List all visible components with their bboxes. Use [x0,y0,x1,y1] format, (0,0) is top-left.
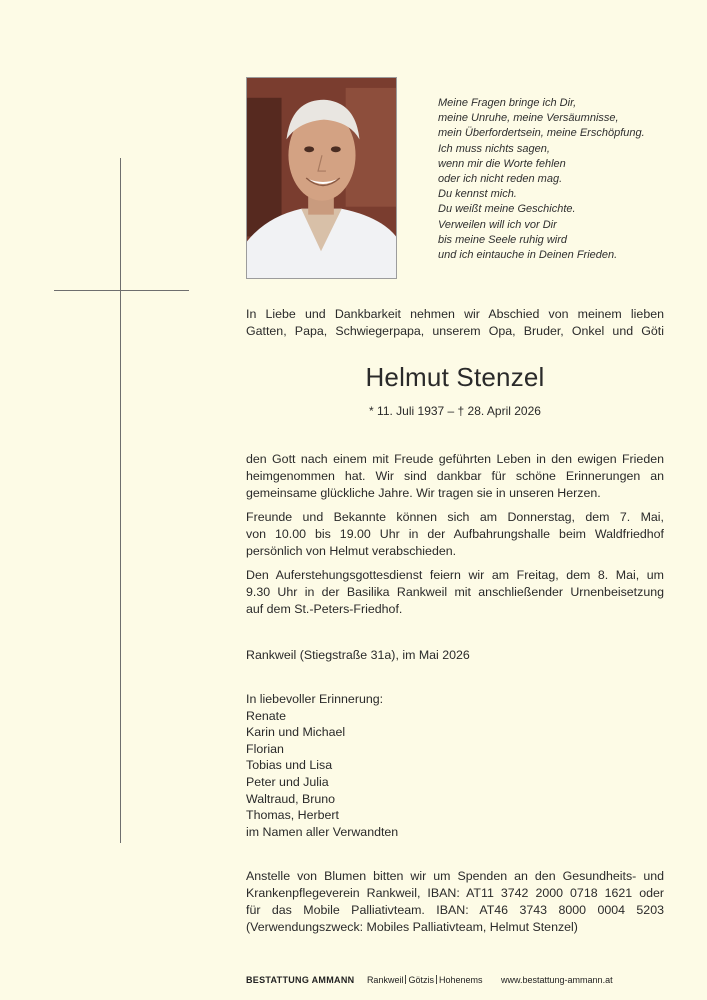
paragraph-line: Freunde und Bekannte können sich am Donnerstag, dem 7. Mai, [246,510,664,524]
paragraph-line: heimgenommen hat. Wir sind dankbar für schöne Erinnerungen an [246,469,664,483]
portrait-photo [246,77,397,279]
mourner-name: Karin und Michael [246,725,346,740]
paragraph-viewing [246,509,664,560]
poem-line: wenn mir die Worte fehlen [438,157,566,170]
place-and-date: Rankweil (Stiegstraße 31a), im Mai 2026 [246,648,470,662]
poem-line: und ich eintauche in Deinen Frieden. [438,249,618,262]
location: Hohenems [438,975,483,985]
poem-line: bis meine Seele ruhig wird [438,233,568,246]
donation-line: (Verwendungszweck: Mobiles Palliativteam, Helmut Stenzel) [246,920,578,934]
paragraph-line: gemeinsame glückliche Jahre. Wir tragen sie in unseren Herzen. [246,486,601,500]
mourner-name: Peter und Julia [246,774,329,789]
paragraph-line: von 10.00 bis 19.00 Uhr in der Aufbahrungshalle beim Waldfriedhof [246,527,664,541]
poem-line: Du kennst mich. [438,188,517,201]
funeral-home-name: BESTATTUNG AMMANN [246,975,355,985]
donation-line: für das Mobile Palliativteam. IBAN: AT46 3743 8000 0004 5203 [246,903,664,917]
donation-line: Anstelle von Blumen bitten wir um Spenden an den Gesundheits- und [246,869,664,883]
paragraph-farewell [246,451,664,502]
intro-line: Gatten, Papa, Schwiegerpapa, unserem Opa, Bruder, Onkel und Göti [246,324,664,338]
paragraph-line: den Gott nach einem mit Freude geführten Leben in den ewigen Frieden [246,452,664,466]
location: Götzis [408,975,434,985]
mourners-heading: In liebevoller Erinnerung: [246,692,384,706]
poem-line: oder ich nicht reden mag. [438,173,563,186]
cross-vertical-bar [120,158,121,843]
mourners-list [246,691,398,840]
life-dates: * 11. Juli 1937 – † 28. April 2026 [369,404,541,418]
intro-text [246,306,664,340]
paragraph-line: Den Auferstehungsgottesdienst feiern wir am Freitag, dem 8. Mai, um [246,568,664,582]
poem-line: Ich muss nichts sagen, [438,142,550,155]
mourner-name: Waltraud, Bruno [246,791,336,806]
mourner-name: Thomas, Herbert [246,808,339,823]
announcement-body [246,451,664,625]
donation-note [246,868,664,936]
poem-line: Verweilen will ich vor Dir [438,218,557,231]
website-link[interactable]: www.bestattung-ammann.at [501,975,613,985]
poem-line: Du weißt meine Geschichte. [438,203,576,216]
mourner-name: Florian [246,741,284,756]
footer [246,975,613,985]
paragraph-line: auf dem St.-Peters-Friedhof. [246,602,403,616]
poem-line: Meine Fragen bringe ich Dir, [438,97,577,109]
mourner-name: Tobias und Lisa [246,758,333,773]
cross-horizontal-bar [54,290,189,291]
intro-line: In Liebe und Dankbarkeit nehmen wir Abschied von meinem lieben [246,307,664,321]
portrait-photo-illustration [247,78,396,278]
poem-line: meine Unruhe, meine Versäumnisse, [438,112,619,125]
paragraph-line: 9.30 Uhr in der Basilika Rankweil mit anschließender Urnenbeisetzung [246,585,664,599]
deceased-name: Helmut Stenzel [365,362,545,392]
mourner-name: im Namen aller Verwandten [246,824,399,839]
separator [436,975,437,984]
donation-line: Krankenpflegeverein Rankweil, IBAN: AT11 3742 2000 0718 1621 oder [246,886,664,900]
separator [405,975,406,984]
paragraph-line: persönlich von Helmut verabschieden. [246,544,457,558]
poem [438,96,700,263]
mourner-name: Renate [246,708,286,723]
location: Rankweil [366,975,404,985]
poem-line: mein Überfordertsein, meine Erschöpfung. [438,127,645,140]
funeral-home-locations [367,975,485,985]
paragraph-service [246,567,664,618]
